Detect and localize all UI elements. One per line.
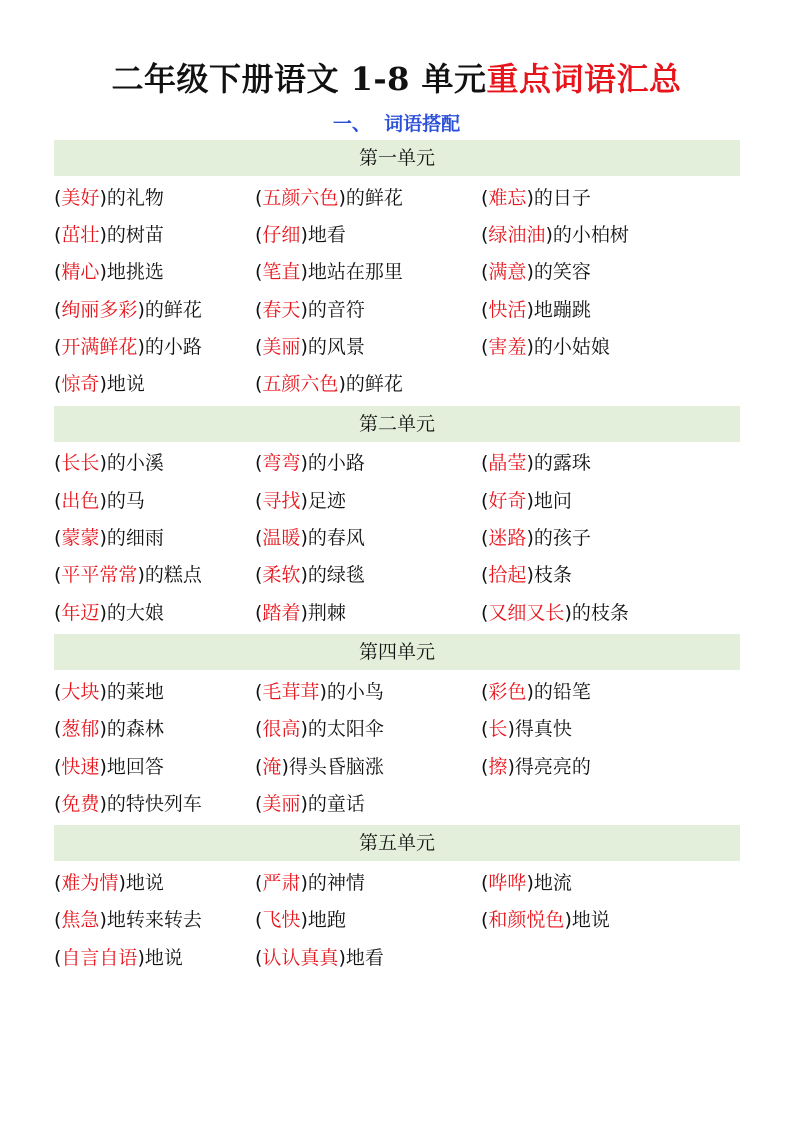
phrase-item (255, 600, 481, 626)
keyword: 蒙蒙 (61, 527, 100, 550)
phrase-item (481, 259, 740, 285)
open-paren: ( (255, 946, 263, 969)
phrase-row (54, 216, 740, 253)
open-paren: ( (481, 909, 489, 932)
phrase-suffix: 的细雨 (106, 527, 164, 550)
phrase-suffix: 地说 (125, 872, 164, 895)
close-paren: ) (300, 261, 308, 284)
keyword: 开满鲜花 (61, 335, 138, 358)
open-paren: ( (54, 335, 62, 358)
unit-rows (54, 670, 740, 825)
phrase-suffix: 地转来转去 (106, 909, 202, 932)
open-paren: ( (54, 527, 62, 550)
close-paren: ) (137, 946, 145, 969)
keyword: 快活 (488, 298, 527, 321)
unit-header: 第二单元 (54, 406, 740, 442)
close-paren: ) (300, 564, 308, 587)
phrase-suffix: 得头昏脑涨 (288, 755, 384, 778)
keyword: 认认真真 (262, 946, 339, 969)
phrase-suffix: 的春风 (307, 527, 365, 550)
keyword: 仔细 (262, 223, 301, 246)
phrase-suffix: 的神情 (307, 872, 365, 895)
phrase-item (54, 488, 255, 514)
keyword: 平平常常 (61, 564, 138, 587)
close-paren: ) (99, 680, 107, 703)
keyword: 弯弯 (262, 452, 301, 475)
keyword: 美丽 (262, 792, 301, 815)
close-paren: ) (118, 872, 126, 895)
open-paren: ( (255, 909, 263, 932)
keyword: 寻找 (262, 489, 301, 512)
open-paren: ( (54, 680, 62, 703)
phrase-item (54, 371, 255, 397)
phrase-item (255, 679, 481, 705)
close-paren: ) (526, 186, 534, 209)
keyword: 自言自语 (61, 946, 138, 969)
phrase-row (54, 179, 740, 216)
open-paren: ( (255, 261, 263, 284)
open-paren: ( (54, 261, 62, 284)
close-paren: ) (99, 373, 107, 396)
open-paren: ( (255, 373, 263, 396)
close-paren: ) (300, 489, 308, 512)
keyword: 美好 (61, 186, 100, 209)
phrase-suffix: 的特快列车 (106, 792, 202, 815)
phrase-item (54, 945, 255, 971)
keyword: 很高 (262, 718, 301, 741)
keyword: 茁壮 (61, 223, 100, 246)
keyword: 春天 (262, 298, 301, 321)
phrase-item (481, 488, 740, 514)
close-paren: ) (300, 298, 308, 321)
unit-header: 第五单元 (54, 825, 740, 861)
close-paren: ) (300, 601, 308, 624)
phrase-item (54, 525, 255, 551)
phrase-suffix: 的日子 (533, 186, 591, 209)
keyword: 长 (488, 718, 508, 741)
keyword: 大块 (61, 680, 100, 703)
phrase-row (54, 594, 740, 631)
phrase-suffix: 的小溪 (106, 452, 164, 475)
close-paren: ) (526, 872, 534, 895)
open-paren: ( (54, 946, 62, 969)
close-paren: ) (99, 792, 107, 815)
keyword: 难忘 (488, 186, 527, 209)
unit-section (54, 140, 740, 406)
unit-header: 第四单元 (54, 634, 740, 670)
open-paren: ( (481, 489, 489, 512)
close-paren: ) (281, 755, 289, 778)
keyword: 满意 (488, 261, 527, 284)
phrase-item (54, 185, 255, 211)
open-paren: ( (255, 564, 263, 587)
phrase-row (54, 748, 740, 785)
close-paren: ) (319, 680, 327, 703)
keyword: 飞快 (262, 909, 301, 932)
close-paren: ) (526, 489, 534, 512)
phrase-suffix: 地流 (533, 872, 572, 895)
close-paren: ) (526, 564, 534, 587)
phrase-item (54, 716, 255, 742)
keyword: 焦急 (61, 909, 100, 932)
close-paren: ) (300, 792, 308, 815)
keyword: 哗哗 (488, 872, 527, 895)
phrase-item (481, 334, 740, 360)
open-paren: ( (54, 223, 62, 246)
phrase-item (54, 754, 255, 780)
phrase-item (481, 297, 740, 323)
close-paren: ) (300, 452, 308, 475)
keyword: 免费 (61, 792, 100, 815)
phrase-item (54, 259, 255, 285)
phrase-suffix: 地看 (307, 223, 346, 246)
close-paren: ) (99, 223, 107, 246)
phrase-suffix: 的莱地 (106, 680, 164, 703)
phrase-item (255, 450, 481, 476)
phrase-item (255, 716, 481, 742)
phrase-row (54, 902, 740, 939)
phrase-item (481, 450, 740, 476)
phrase-item (54, 562, 255, 588)
keyword: 柔软 (262, 564, 301, 587)
phrase-suffix: 的露珠 (533, 452, 591, 475)
phrase-item (255, 334, 481, 360)
phrase-suffix: 的枝条 (571, 601, 629, 624)
phrase-suffix: 的小路 (307, 452, 365, 475)
keyword: 严肃 (262, 872, 301, 895)
keyword: 温暖 (262, 527, 301, 550)
open-paren: ( (481, 261, 489, 284)
phrase-suffix: 的太阳伞 (307, 718, 384, 741)
open-paren: ( (481, 223, 489, 246)
open-paren: ( (255, 792, 263, 815)
unit-header: 第一单元 (54, 140, 740, 176)
keyword: 彩色 (488, 680, 527, 703)
phrase-suffix: 的树苗 (106, 223, 164, 246)
close-paren: ) (338, 186, 346, 209)
phrase-item (255, 870, 481, 896)
phrase-suffix: 的童话 (307, 792, 365, 815)
keyword: 长长 (61, 452, 100, 475)
phrase-suffix: 的鲜花 (345, 186, 403, 209)
phrase-item (255, 259, 481, 285)
close-paren: ) (526, 335, 534, 358)
phrase-item (481, 754, 740, 780)
phrase-item (255, 945, 481, 971)
close-paren: ) (300, 223, 308, 246)
phrase-item (54, 791, 255, 817)
close-paren: ) (338, 373, 346, 396)
phrase-item (481, 716, 740, 742)
close-paren: ) (526, 261, 534, 284)
open-paren: ( (481, 452, 489, 475)
open-paren: ( (481, 718, 489, 741)
phrase-suffix: 的鲜花 (144, 298, 202, 321)
phrase-suffix: 得亮亮的 (514, 755, 591, 778)
unit-rows (54, 861, 740, 979)
phrase-suffix: 地说 (106, 373, 145, 396)
open-paren: ( (481, 298, 489, 321)
phrase-item (255, 562, 481, 588)
open-paren: ( (54, 298, 62, 321)
open-paren: ( (255, 489, 263, 512)
open-paren: ( (255, 527, 263, 550)
phrase-suffix: 荆棘 (307, 601, 346, 624)
keyword: 精心 (61, 261, 100, 284)
open-paren: ( (255, 452, 263, 475)
keyword: 美丽 (262, 335, 301, 358)
phrase-item (481, 222, 740, 248)
phrase-suffix: 的小姑娘 (533, 335, 610, 358)
word-collocation-table (54, 140, 740, 979)
phrase-row (54, 673, 740, 710)
phrase-suffix: 的笑容 (533, 261, 591, 284)
close-paren: ) (300, 909, 308, 932)
phrase-row (54, 711, 740, 748)
phrase-suffix: 地蹦跳 (533, 298, 591, 321)
phrase-item (255, 297, 481, 323)
phrase-suffix: 的马 (106, 489, 145, 512)
close-paren: ) (564, 601, 572, 624)
phrase-item (255, 185, 481, 211)
close-paren: ) (99, 452, 107, 475)
close-paren: ) (300, 527, 308, 550)
keyword: 和颜悦色 (488, 909, 565, 932)
phrase-row (54, 365, 740, 402)
keyword: 淹 (262, 755, 282, 778)
open-paren: ( (54, 373, 62, 396)
close-paren: ) (137, 335, 145, 358)
open-paren: ( (481, 564, 489, 587)
close-paren: ) (99, 489, 107, 512)
open-paren: ( (54, 452, 62, 475)
keyword: 出色 (61, 489, 100, 512)
close-paren: ) (99, 261, 107, 284)
open-paren: ( (54, 601, 62, 624)
close-paren: ) (545, 223, 553, 246)
phrase-suffix: 地说 (571, 909, 610, 932)
phrase-row (54, 254, 740, 291)
open-paren: ( (481, 186, 489, 209)
keyword: 拾起 (488, 564, 527, 587)
phrase-item (54, 907, 255, 933)
page-title (0, 57, 793, 101)
open-paren: ( (481, 335, 489, 358)
phrase-item (481, 907, 740, 933)
phrase-suffix: 足迹 (307, 489, 346, 512)
phrase-suffix: 地跑 (307, 909, 346, 932)
keyword: 五颜六色 (262, 186, 339, 209)
keyword: 绚丽多彩 (61, 298, 138, 321)
keyword: 年迈 (61, 601, 100, 624)
open-paren: ( (54, 564, 62, 587)
open-paren: ( (54, 718, 62, 741)
open-paren: ( (255, 223, 263, 246)
phrase-item (54, 334, 255, 360)
keyword: 擦 (488, 755, 508, 778)
phrase-suffix: 的森林 (106, 718, 164, 741)
close-paren: ) (137, 564, 145, 587)
title-highlight: 重点词语汇总 (486, 60, 682, 98)
unit-section (54, 406, 740, 634)
phrase-item (255, 222, 481, 248)
phrase-suffix: 地挑选 (106, 261, 164, 284)
keyword: 踏着 (262, 601, 301, 624)
close-paren: ) (99, 755, 107, 778)
keyword: 笔直 (262, 261, 301, 284)
close-paren: ) (300, 335, 308, 358)
close-paren: ) (507, 718, 515, 741)
phrase-suffix: 的小路 (144, 335, 202, 358)
phrase-suffix: 的风景 (307, 335, 365, 358)
phrase-suffix: 的音符 (307, 298, 365, 321)
open-paren: ( (54, 792, 62, 815)
phrase-suffix: 的礼物 (106, 186, 164, 209)
open-paren: ( (255, 718, 263, 741)
phrase-item (54, 600, 255, 626)
close-paren: ) (526, 680, 534, 703)
phrase-suffix: 的小柏树 (552, 223, 629, 246)
phrase-row (54, 328, 740, 365)
keyword: 晶莹 (488, 452, 527, 475)
keyword: 迷路 (488, 527, 527, 550)
phrase-row (54, 939, 740, 976)
open-paren: ( (481, 872, 489, 895)
close-paren: ) (507, 755, 515, 778)
keyword: 五颜六色 (262, 373, 339, 396)
phrase-suffix: 地看 (345, 946, 384, 969)
open-paren: ( (255, 872, 263, 895)
keyword: 葱郁 (61, 718, 100, 741)
phrase-row (54, 445, 740, 482)
close-paren: ) (564, 909, 572, 932)
title-main: 二年级下册语文 1-8 单元 (111, 60, 487, 98)
phrase-row (54, 482, 740, 519)
close-paren: ) (99, 909, 107, 932)
keyword: 又细又长 (488, 601, 565, 624)
phrase-item (255, 791, 481, 817)
phrase-item (54, 297, 255, 323)
open-paren: ( (481, 680, 489, 703)
phrase-row (54, 557, 740, 594)
phrase-item (255, 907, 481, 933)
unit-rows (54, 442, 740, 634)
phrase-item (255, 488, 481, 514)
open-paren: ( (481, 527, 489, 550)
open-paren: ( (255, 680, 263, 703)
phrase-item (54, 222, 255, 248)
unit-section (54, 634, 740, 825)
phrase-suffix: 的糕点 (144, 564, 202, 587)
phrase-suffix: 枝条 (533, 564, 572, 587)
close-paren: ) (99, 601, 107, 624)
phrase-suffix: 的绿毯 (307, 564, 365, 587)
phrase-item (481, 525, 740, 551)
unit-rows (54, 176, 740, 406)
phrase-suffix: 地问 (533, 489, 572, 512)
phrase-suffix: 的大娘 (106, 601, 164, 624)
open-paren: ( (54, 489, 62, 512)
close-paren: ) (300, 718, 308, 741)
close-paren: ) (338, 946, 346, 969)
phrase-row (54, 785, 740, 822)
phrase-suffix: 地回答 (106, 755, 164, 778)
phrase-item (481, 870, 740, 896)
phrase-item (255, 371, 481, 397)
close-paren: ) (99, 718, 107, 741)
close-paren: ) (526, 452, 534, 475)
phrase-item (255, 525, 481, 551)
open-paren: ( (54, 872, 62, 895)
phrase-suffix: 地站在那里 (307, 261, 403, 284)
open-paren: ( (255, 601, 263, 624)
close-paren: ) (300, 872, 308, 895)
phrase-suffix: 的孩子 (533, 527, 591, 550)
phrase-suffix: 的小鸟 (326, 680, 384, 703)
open-paren: ( (54, 186, 62, 209)
open-paren: ( (255, 755, 263, 778)
section-heading: 一、 词语搭配 (332, 113, 461, 135)
keyword: 绿油油 (488, 223, 546, 246)
phrase-item (54, 870, 255, 896)
open-paren: ( (481, 601, 489, 624)
phrase-row (54, 864, 740, 901)
phrase-item (54, 450, 255, 476)
close-paren: ) (526, 298, 534, 321)
open-paren: ( (481, 755, 489, 778)
keyword: 好奇 (488, 489, 527, 512)
phrase-item (481, 679, 740, 705)
unit-section (54, 825, 740, 979)
open-paren: ( (255, 335, 263, 358)
open-paren: ( (54, 909, 62, 932)
phrase-suffix: 地说 (144, 946, 183, 969)
phrase-item (255, 754, 481, 780)
close-paren: ) (99, 527, 107, 550)
phrase-item (481, 600, 740, 626)
phrase-suffix: 的铅笔 (533, 680, 591, 703)
keyword: 毛茸茸 (262, 680, 320, 703)
open-paren: ( (255, 186, 263, 209)
phrase-item (54, 679, 255, 705)
phrase-row (54, 291, 740, 328)
phrase-item (481, 185, 740, 211)
close-paren: ) (137, 298, 145, 321)
keyword: 惊奇 (61, 373, 100, 396)
open-paren: ( (54, 755, 62, 778)
phrase-item (481, 562, 740, 588)
phrase-suffix: 得真快 (514, 718, 572, 741)
close-paren: ) (526, 527, 534, 550)
open-paren: ( (255, 298, 263, 321)
keyword: 快速 (61, 755, 100, 778)
phrase-suffix: 的鲜花 (345, 373, 403, 396)
close-paren: ) (99, 186, 107, 209)
phrase-row (54, 519, 740, 556)
keyword: 害羞 (488, 335, 527, 358)
keyword: 难为情 (61, 872, 119, 895)
